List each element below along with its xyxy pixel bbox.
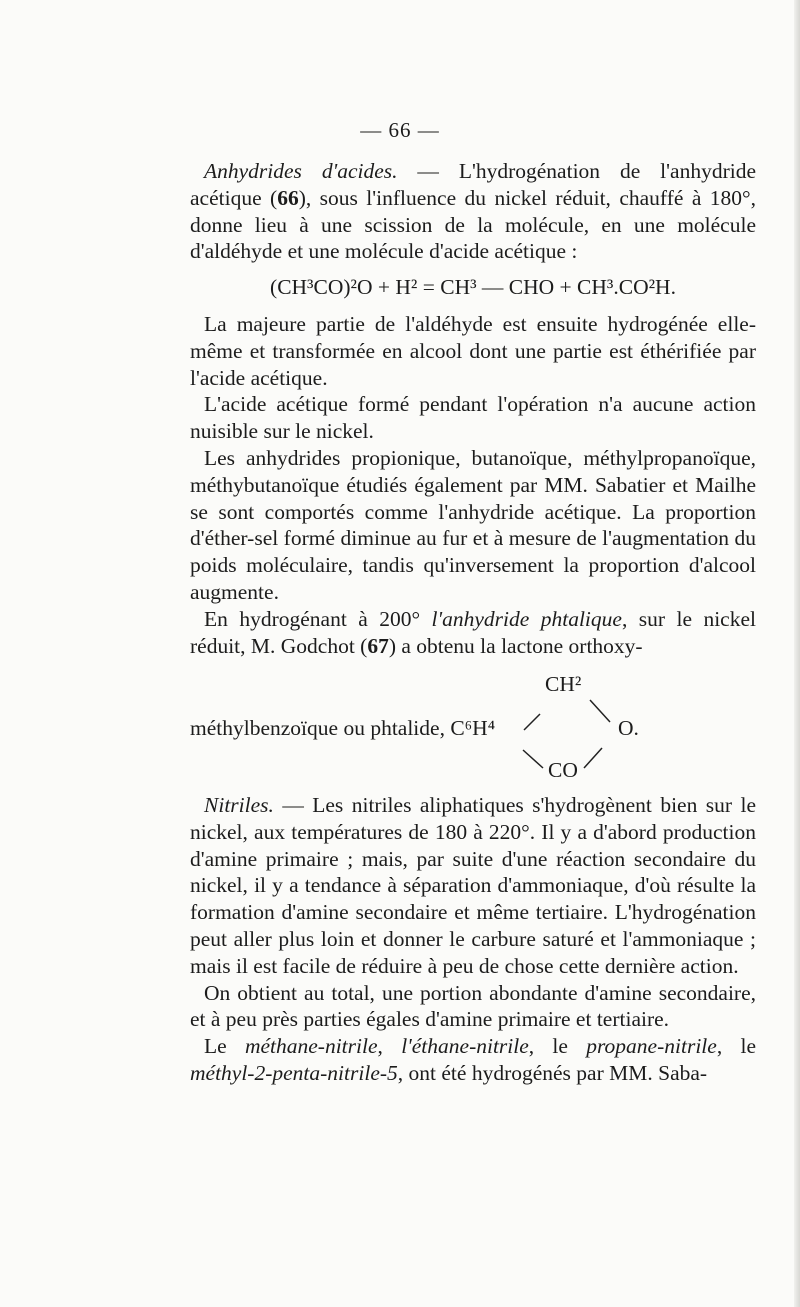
paragraph-methane-nitrile: Le méthane-nitrile, l'éthane-nitrile, le propane-nitrile, le méthyl-2-penta-nitrile-5, ont été hydrogénés par MM. Saba-	[190, 1034, 756, 1085]
paragraph-aldehyde: La majeure partie de l'aldéhyde est ensuite hydrogénée elle-même et transformée en alcool dont une partie est éthérifiée par l'acide acétique.	[190, 311, 756, 390]
paragraph-nitriles: Nitriles. — Les nitriles aliphatiques s'hydrogènent bien sur le nickel, aux températures de 180 à 220°. Il y a d'abord production d'amine primaire ; mais, par suite d'une réaction secondaire du nickel, il y a tendance à séparation d'ammoniaque, d'où résulte la formation d'amine secondaire et même tertiaire. L'hydrogénation peut aller plus loin et donner le carbure saturé et l'ammoniaque ; mais il est facile de réduire à peu de chose cette dernière action.	[190, 793, 756, 978]
formula-ch2: CH²	[545, 672, 582, 696]
bond-upper-left	[524, 714, 540, 730]
section-lead-nitriles: Nitriles.	[204, 793, 274, 817]
formula-line: méthylbenzoïque ou phtalide, C⁶H⁴	[190, 716, 496, 740]
term-anhydride-phtalique: l'anhydride phtalique	[431, 606, 622, 631]
text-block-bottom	[190, 792, 756, 1087]
term-methane-nitrile: méthane-nitrile	[244, 1034, 378, 1059]
section-lead-anhydrides: Anhydrides d'acides.	[204, 159, 398, 183]
term-methyl-penta-nitrile: méthyl-2-penta-nitrile-5	[190, 1060, 398, 1085]
scan-edge-shadow	[794, 0, 800, 1307]
formula-oxygen: O.	[618, 716, 639, 740]
phtalide-formula	[190, 672, 756, 784]
paragraph-anhydrides-list: Les anhydrides propionique, butanoïque, méthylpropanoïque, méthybutanoïque étudiés également par MM. Sabatier et Mailhe se sont comportés comme l'anhydride acétique. La proportion d'éther-sel formé diminue au fur et à mesure de l'augmentation du poids moléculaire, tandis qu'inversement la proportion d'alcool augmente.	[190, 445, 756, 604]
text-block-top	[190, 158, 756, 659]
formula-co: CO	[548, 758, 578, 782]
reference-67: 67	[367, 633, 389, 658]
paragraph-total: On obtient au total, une portion abondante d'amine secondaire, et à peu près parties égales d'amine primaire et tertiaire.	[190, 980, 756, 1032]
reference-66: 66	[277, 185, 299, 210]
paragraph-anhydrides: Anhydrides d'acides. — L'hydrogénation de l'anhydride acétique (66), sous l'influence du nickel réduit, chauffé à 180°, donne lieu à une scission de la molécule, en une molécule d'aldéhyde et une molécule d'acide acétique :	[190, 159, 757, 264]
bond-upper-right	[590, 700, 610, 722]
term-ethane-nitrile: l'éthane-nitrile	[401, 1034, 529, 1059]
paragraph-phtalique: En hydrogénant à 200° l'anhydride phtalique, sur le nickel réduit, M. Godchot (67) a obtenu la lactone orthoxy-	[190, 606, 756, 658]
bond-lower-right	[584, 748, 602, 768]
term-propane-nitrile: propane-nitrile	[586, 1034, 717, 1059]
equation: (CH³CO)²O + H² = CH³ — CHO + CH³.CO²H.	[270, 275, 676, 300]
formula-bonds	[190, 672, 756, 784]
paragraph-acide-acetique: L'acide acétique formé pendant l'opération n'a aucune action nuisible sur le nickel.	[190, 392, 756, 444]
page-number: — 66 —	[360, 118, 440, 142]
bond-lower-left	[523, 750, 543, 768]
